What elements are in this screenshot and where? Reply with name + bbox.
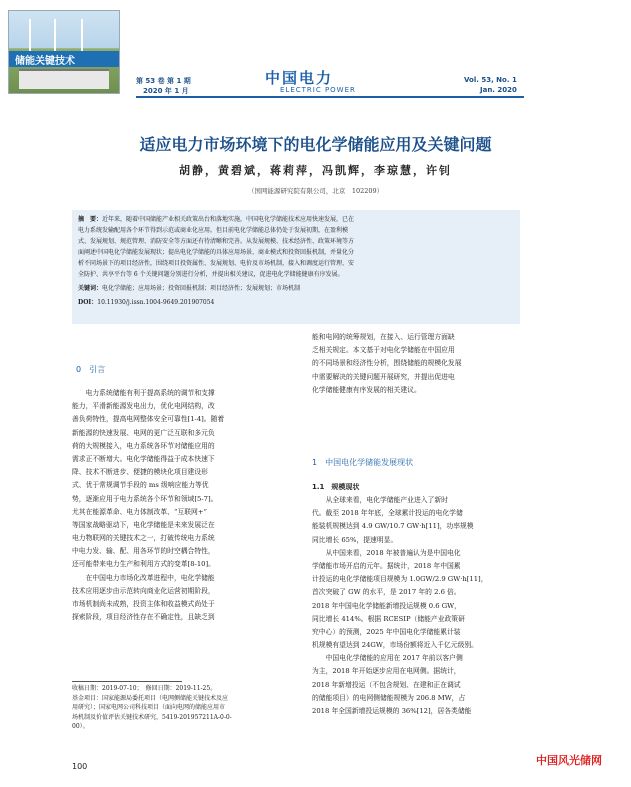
body-line: 势，逐渐应用于电力系统各个环节和领域[5-7]。: [72, 494, 218, 503]
body-line: 技术应用逐步由示范转向商业化运营初期阶段，: [72, 586, 215, 595]
cover-label: 储能关键技术: [15, 56, 75, 67]
doi-label: DOI：: [78, 299, 98, 306]
date-en: Jan. 2020: [480, 86, 517, 94]
footnote-rule: [72, 681, 182, 682]
body-line: 需求正不断增大。电化学储能得益于成本快速下: [72, 454, 215, 463]
journal-name-cn: 中国电力: [265, 69, 334, 87]
keywords-label: 关键词：: [78, 285, 103, 292]
left-column: [72, 387, 304, 624]
journal-cover-thumbnail: [8, 10, 120, 94]
body-line: 电力系统储能有利于提高系统的调节和支撑: [72, 389, 215, 397]
body-line: 究中心）的预测，2025 年中国电化学储能累计装: [312, 627, 461, 636]
body-line: 中电力发、输、配、用各环节的时空耦合特性，: [72, 547, 215, 556]
body-line: 电力物联网的关键技术之一，打破传统电力系统: [72, 534, 215, 543]
date-cn: 2020 年 1 月: [143, 87, 189, 95]
body-line: 计投运的电化学储能项目规模为 1.0GW/2.9 GW·h[11]，: [312, 575, 488, 584]
body-line: 还可能带来电力生产和利用方式的变革[8-10]。: [72, 560, 215, 569]
body-line: 降、技术不断进步、便捷的模块化项目建设形: [72, 468, 208, 477]
body-line: 能装机规模达到 4.9 GW/10.7 GW·h[11]，功率规模: [312, 522, 474, 531]
body-line: 从全球来看，电化学储能产业进入了新时: [312, 496, 448, 504]
body-line: 首次突破了 GW 的水平，是 2017 年的 2.6 倍。: [312, 588, 461, 597]
building-icon: [19, 69, 109, 89]
affiliation: （国网能源研究院有限公司，北京 102209）: [247, 187, 384, 195]
wind-turbine-icon: [54, 19, 56, 53]
body-line: 式、优于常规调节手段的 ms 级响应能力等优: [72, 481, 209, 490]
author-list: 胡静，黄碧斌，蒋莉萍，冯凯辉，李琼慧，许钊: [179, 164, 452, 177]
section-heading-1: 1 中国电化学储能发展现状: [312, 458, 414, 467]
abstract-line: 全防护、共享平台等 6 个关键问题分别进行分析，并提出相关建议，促进电化学储能健康有序发展。: [78, 271, 344, 278]
body-line: 2018 年新增投运（不包含规划、在建和正在调试: [312, 680, 461, 689]
body-line: 同比增长 414%。根据 RCESIP（储能产业政策研: [312, 614, 465, 623]
keywords: 电化学储能；应用场景；投资回报机制；项目经济性；发展规划；市场机制: [102, 285, 301, 292]
page-number: 100: [72, 762, 88, 771]
abstract-line: 近年来，随着中国储能产业相关政策出台和落地实施，中国电化学储能技术应用快速发展，已在: [102, 216, 355, 223]
body-line: 荷的大规模接入，电力系统各环节对储能应用的: [72, 441, 215, 450]
abstract-line: 电力系统发输配用各个环节得到示范或商业化应用。但目前电化学储能总体仍处于发展初期，在盈利模: [78, 227, 349, 234]
footnote: [72, 684, 304, 732]
body-line: 在中国电力市场化改革进程中，电化学储能: [72, 573, 215, 582]
footnote-line: 收稿日期：2019-07-10； 修回日期：2019-11-25。: [72, 685, 217, 692]
body-line: 探索阶段，项目经济性存在不确定性，且缺乏到: [72, 613, 215, 622]
header-rule: [136, 96, 524, 98]
abstract-line: 析不同场景下的项目经济性，围绕项目投资属性、发展规划、电价及市场机制、接入和调度运行管理、安: [78, 260, 355, 267]
section-heading-intro: 0 引言: [76, 365, 106, 374]
journal-name-en: ELECTRIC POWER: [280, 86, 356, 94]
body-line: 乏相关规定。本文基于对电化学储能在中国应用: [312, 346, 455, 355]
wind-turbine-icon: [81, 19, 83, 53]
body-line: 等国家战略驱动下，电化学储能是未来发展泛在: [72, 520, 215, 529]
body-line: 能和电网的统筹规划，在接入、运行管理方面缺: [312, 333, 455, 341]
watermark: 中国风光储网: [536, 754, 602, 767]
body-line: 能力，平滑新能源发电出力，优化电网结构，改: [72, 402, 215, 411]
body-line: 尤其在能源革命、电力体制改革、“互联网+”: [72, 507, 207, 516]
paper-title: 适应电力市场环境下的电化学储能应用及关键问题: [139, 135, 492, 154]
body-line: 中需要解决的关键问题开展研究，并提出促进电: [312, 372, 455, 381]
right-column-body: [312, 494, 520, 718]
subsection-heading-1-1: 1.1 规模现状: [312, 483, 360, 491]
body-line: 代。截至 2018 年年底，全球累计投运的电化学储: [312, 509, 463, 518]
body-line: 学储能市场开启的元年。据统计，2018 年中国累: [312, 561, 461, 570]
footnote-line: 用研究）；国家电网公司科技项目（面向电网的储能应用市: [72, 704, 226, 711]
abstract-line: 面阐述中国电化学储能发展现状；提出电化学储能的具体应用场景、商业模式和投资回报机制，并量化分: [78, 249, 355, 256]
body-line: 从中国来看，2018 年被普遍认为是中国电化: [312, 548, 461, 557]
wind-turbine-icon: [29, 19, 31, 53]
abstract-box: [72, 210, 520, 324]
footnote-line: 场机制及价值评估关键技术研究，5419-201957211A-0-0-: [72, 713, 232, 721]
body-line: 2018 年全国新增投运规模的 36%[12]，居各类储能: [312, 707, 472, 715]
body-line: 机规模有望达到 24GW，市场份额将近入千亿元级别。: [312, 641, 478, 650]
body-line: 为主，2018 年开始逐步应用在电网侧。据统计，: [312, 667, 461, 676]
right-column: [312, 331, 520, 397]
body-line: 同比增长 65%，提速明显。: [312, 535, 398, 544]
footnote-line: 基金项目：国家能源局委托项目（电网侧储能关键技术及应: [72, 694, 229, 702]
body-line: 中国电化学储能的应用在 2017 年前以客户侧: [312, 654, 463, 663]
body-line: 化学储能健康有序发展的相关建议。: [312, 385, 421, 394]
volume-cn: 第 53 卷 第 1 期: [136, 77, 191, 85]
body-line: 2018 年中国电化学储能新增投运规模 0.6 GW，: [312, 601, 461, 610]
footnote-line: 00）。: [72, 723, 89, 730]
body-line: 的不同场景和经济性分析，围绕储能的规模化发展: [312, 359, 462, 368]
body-line: 的储能项目）的电网侧储能规模为 206.8 MW，占: [312, 693, 466, 702]
volume-en: Vol. 53, No. 1: [464, 76, 517, 84]
body-line: 新能源的快速发展、电网的更广泛互联和多元负: [72, 428, 215, 437]
body-line: 善负荷特性，提高电网整体安全可靠性[1-4]。随着: [72, 415, 225, 424]
doi-link[interactable]: 10.11930/j.issn.1004-9649.201907054: [97, 299, 215, 306]
body-line: 市场机制尚未成熟，投资主体和收益模式尚处于: [72, 600, 215, 608]
abstract-label: 摘 要：: [78, 216, 103, 223]
abstract-line: 式、发展规划、规范管理、消防安全等方面还有待清晰和完善。从发展规模、技术经济性、政策环境等方: [78, 238, 355, 245]
